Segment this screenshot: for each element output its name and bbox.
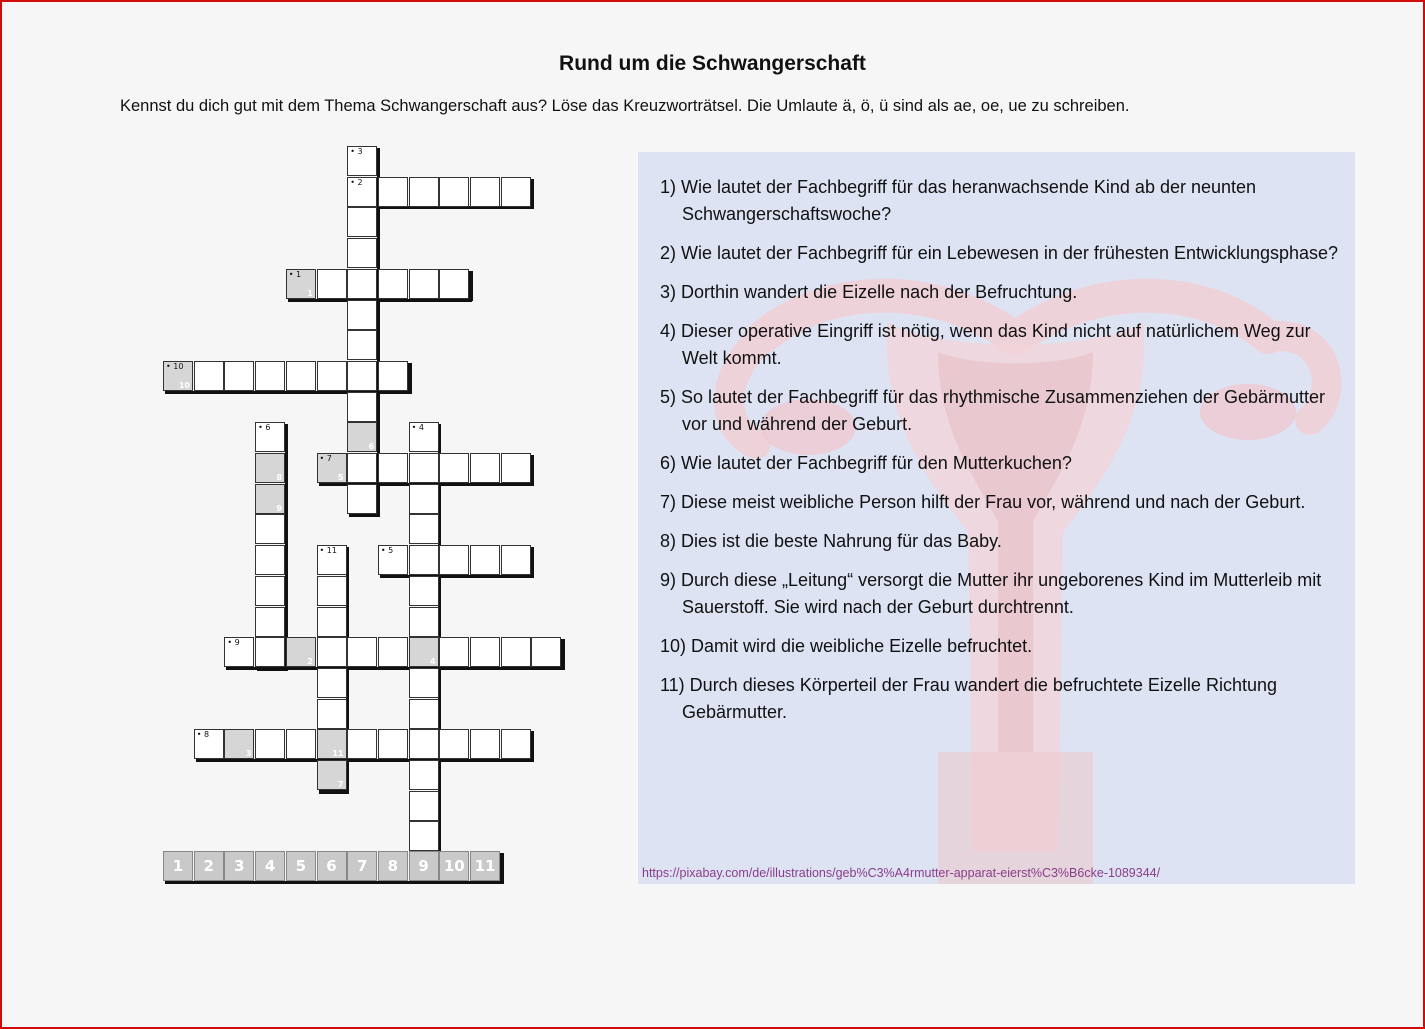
question-1: 1) Wie lautet der Fachbegriff für das heranwachsende Kind ab der neunten Schwangerschaftswoche? <box>660 177 1257 224</box>
solution-strip-cell[interactable]: 3 <box>224 851 254 881</box>
question-9: 9) Durch diese „Leitung“ versorgt die Mutter ihr ungeborenes Kind im Mutterleib mit Sauerstoff. Sie wird nach der Geburt durchtrennt. <box>660 570 1322 617</box>
question-6: 6) Wie lautet der Fachbegriff für den Mutterkuchen? <box>660 453 1072 473</box>
crossword-cell[interactable] <box>409 637 439 667</box>
crossword-cell[interactable] <box>409 821 439 851</box>
question-4: 4) Dieser operative Eingriff ist nötig, wenn das Kind nicht auf natürlichem Weg zur Welt kommt. <box>660 321 1311 368</box>
crossword-cell[interactable] <box>439 729 469 759</box>
crossword-cell[interactable] <box>470 545 500 575</box>
crossword-cell[interactable] <box>409 422 439 452</box>
crossword-cell[interactable] <box>439 453 469 483</box>
crossword-cell[interactable] <box>317 668 347 698</box>
crossword-cell[interactable] <box>286 361 316 391</box>
crossword-cell[interactable] <box>409 729 439 759</box>
questions-panel <box>638 152 1355 884</box>
crossword-cell[interactable] <box>409 545 439 575</box>
crossword-cell[interactable] <box>317 453 347 483</box>
clue-number: • 6 <box>258 423 271 433</box>
crossword-grid <box>0 0 640 900</box>
solution-number: 10 <box>178 380 190 390</box>
solution-strip-cell[interactable]: 6 <box>317 851 347 881</box>
crossword-cell[interactable] <box>255 422 285 452</box>
crossword-cell[interactable] <box>255 637 285 667</box>
crossword-cell[interactable] <box>194 729 224 759</box>
question-list <box>660 174 1340 738</box>
solution-number: 3 <box>245 749 252 759</box>
clue-number: • 11 <box>319 546 337 556</box>
crossword-cell[interactable] <box>286 269 316 299</box>
question-5: 5) So lautet der Fachbegriff für das rhythmische Zusammenziehen der Gebärmutter vor und während der Geburt. <box>660 387 1325 434</box>
crossword-cell[interactable] <box>255 607 285 637</box>
crossword-cell[interactable] <box>409 699 439 729</box>
crossword-cell[interactable] <box>501 177 531 207</box>
solution-strip-cell[interactable]: 5 <box>286 851 316 881</box>
cell-shadow <box>349 513 380 517</box>
solution-strip-cell[interactable]: 8 <box>378 851 408 881</box>
crossword-cell[interactable] <box>409 760 439 790</box>
crossword-cell[interactable] <box>439 269 469 299</box>
crossword-cell[interactable] <box>347 146 377 176</box>
crossword-cell[interactable] <box>409 514 439 544</box>
crossword-cell[interactable] <box>347 729 377 759</box>
crossword-cell[interactable] <box>378 545 408 575</box>
crossword-cell[interactable] <box>470 177 500 207</box>
crossword-cell[interactable] <box>347 422 377 452</box>
crossword-cell[interactable] <box>347 300 377 330</box>
clue-number: • 4 <box>411 423 424 433</box>
cell-shadow <box>226 667 564 670</box>
crossword-cell[interactable] <box>409 484 439 514</box>
clue-number: • 7 <box>319 454 332 463</box>
cell-shadow <box>288 299 472 302</box>
cell-shadow <box>380 575 534 578</box>
crossword-cell[interactable] <box>347 177 377 207</box>
cell-shadow <box>500 853 504 884</box>
page-title: Rund um die Schwangerschaft <box>559 52 866 75</box>
crossword-cell[interactable] <box>255 484 285 514</box>
solution-strip-cell[interactable]: 2 <box>194 851 224 881</box>
crossword-cell[interactable] <box>378 453 408 483</box>
crossword-cell[interactable] <box>409 576 439 606</box>
crossword-cell[interactable] <box>317 545 347 575</box>
crossword-cell[interactable] <box>317 361 347 391</box>
crossword-cell[interactable] <box>347 207 377 237</box>
crossword-cell[interactable] <box>378 269 408 299</box>
solution-strip-cell[interactable]: 1 <box>163 851 193 881</box>
crossword-cell[interactable] <box>317 607 347 637</box>
crossword-cell[interactable] <box>317 269 347 299</box>
crossword-cell[interactable] <box>347 238 377 268</box>
crossword-cell[interactable] <box>439 545 469 575</box>
cell-shadow <box>530 179 534 210</box>
question-10: 10) Damit wird die weibliche Eizelle befruchtet. <box>660 636 1033 656</box>
solution-number: 7 <box>337 780 344 789</box>
crossword-cell[interactable] <box>194 361 224 391</box>
crossword-cell[interactable] <box>378 361 408 391</box>
solution-number: 8 <box>276 473 283 482</box>
crossword-cell[interactable] <box>409 269 439 299</box>
solution-number: 4 <box>430 657 436 667</box>
cell-shadow <box>408 363 412 394</box>
crossword-cell[interactable] <box>347 484 377 514</box>
crossword-cell[interactable] <box>347 269 377 299</box>
crossword-cell[interactable] <box>439 637 469 667</box>
cell-shadow <box>196 759 534 762</box>
solution-number: 5 <box>337 473 344 482</box>
solution-number: 2 <box>307 657 313 667</box>
clue-number: • 1 <box>288 269 302 279</box>
crossword-cell[interactable] <box>470 729 500 759</box>
crossword-cell[interactable] <box>378 177 408 207</box>
crossword-cell[interactable] <box>409 607 439 637</box>
crossword-cell[interactable] <box>317 729 347 759</box>
solution-number: 1 <box>307 288 313 298</box>
source-link[interactable]: https://pixabay.com/de/illustrations/geb%C3%A4rmutter-apparat-eierst%C3%B6cke-1089344/ <box>642 866 1161 880</box>
crossword-cell[interactable] <box>347 637 377 667</box>
solution-strip-cell[interactable]: 11 <box>470 851 500 881</box>
cell-shadow <box>285 424 288 670</box>
crossword-cell[interactable] <box>224 637 254 667</box>
crossword-cell[interactable] <box>286 729 316 759</box>
cell-shadow <box>530 731 534 762</box>
crossword-cell[interactable] <box>255 514 285 544</box>
question-3: 3) Dorthin wandert die Eizelle nach der Befruchtung. <box>660 282 1078 302</box>
cell-shadow <box>530 455 534 486</box>
crossword-cell[interactable] <box>347 330 377 360</box>
crossword-cell[interactable] <box>317 637 347 667</box>
solution-strip-cell[interactable]: 7 <box>347 851 377 881</box>
crossword-cell[interactable] <box>347 361 377 391</box>
crossword-cell[interactable] <box>317 760 347 790</box>
cell-shadow <box>319 790 350 794</box>
cell-shadow <box>561 639 565 670</box>
clue-number: • 9 <box>227 638 240 648</box>
crossword-cell[interactable] <box>347 392 377 422</box>
crossword-cell[interactable] <box>531 637 561 667</box>
crossword-cell[interactable] <box>501 637 531 667</box>
question-7: 7) Diese meist weibliche Person hilft der Frau vor, während und nach der Geburt. <box>660 492 1306 512</box>
crossword-cell[interactable] <box>409 791 439 821</box>
crossword-cell[interactable] <box>255 545 285 575</box>
crossword-cell[interactable] <box>347 453 377 483</box>
crossword-cell[interactable] <box>501 729 531 759</box>
solution-number: 11 <box>332 749 344 759</box>
crossword-cell[interactable] <box>317 576 347 606</box>
solution-strip-cell[interactable]: 9 <box>409 851 439 881</box>
crossword-cell[interactable] <box>224 361 254 391</box>
crossword-cell[interactable] <box>470 637 500 667</box>
solution-strip-cell[interactable]: 4 <box>255 851 285 881</box>
crossword-cell[interactable] <box>255 361 285 391</box>
crossword-cell[interactable] <box>317 699 347 729</box>
crossword-cell[interactable] <box>409 177 439 207</box>
crossword-cell[interactable] <box>409 453 439 483</box>
solution-number: 6 <box>368 442 375 452</box>
crossword-cell[interactable] <box>409 668 439 698</box>
crossword-cell[interactable] <box>255 729 285 759</box>
crossword-cell[interactable] <box>255 576 285 606</box>
crossword-cell[interactable] <box>470 453 500 483</box>
crossword-cell[interactable] <box>224 729 254 759</box>
clue-number: • 10 <box>166 361 184 371</box>
crossword-cell[interactable] <box>378 729 408 759</box>
clue-number: • 3 <box>350 147 363 156</box>
solution-number: 9 <box>276 503 283 513</box>
crossword-cell[interactable] <box>286 637 316 667</box>
clue-number: • 8 <box>196 730 210 740</box>
crossword-cell[interactable] <box>501 453 531 483</box>
question-8: 8) Dies ist die beste Nahrung für das Baby. <box>660 531 1002 551</box>
instructions-text: Kennst du dich gut mit dem Thema Schwangerschaft aus? Löse das Kreuzworträtsel. Die Umlaute ä, ö, ü sind als ae, oe, ue zu schreiben. <box>120 97 1130 115</box>
crossword-cell[interactable] <box>378 637 408 667</box>
crossword-cell[interactable] <box>501 545 531 575</box>
solution-strip-cell[interactable]: 10 <box>439 851 469 881</box>
clue-number: • 2 <box>350 177 363 187</box>
cell-shadow <box>469 271 473 302</box>
cell-shadow <box>530 547 534 578</box>
crossword-cell[interactable] <box>439 177 469 207</box>
crossword-cell[interactable] <box>163 361 193 391</box>
cell-shadow <box>165 881 503 884</box>
question-2: 2) Wie lautet der Fachbegriff für ein Lebewesen in der frühesten Entwicklungsphase? <box>660 243 1339 263</box>
question-11: 11) Durch dieses Körperteil der Frau wandert die befruchtete Eizelle Richtung Gebärmutter. <box>660 675 1277 722</box>
crossword-cell[interactable] <box>255 453 285 483</box>
clue-number: • 5 <box>380 546 394 556</box>
